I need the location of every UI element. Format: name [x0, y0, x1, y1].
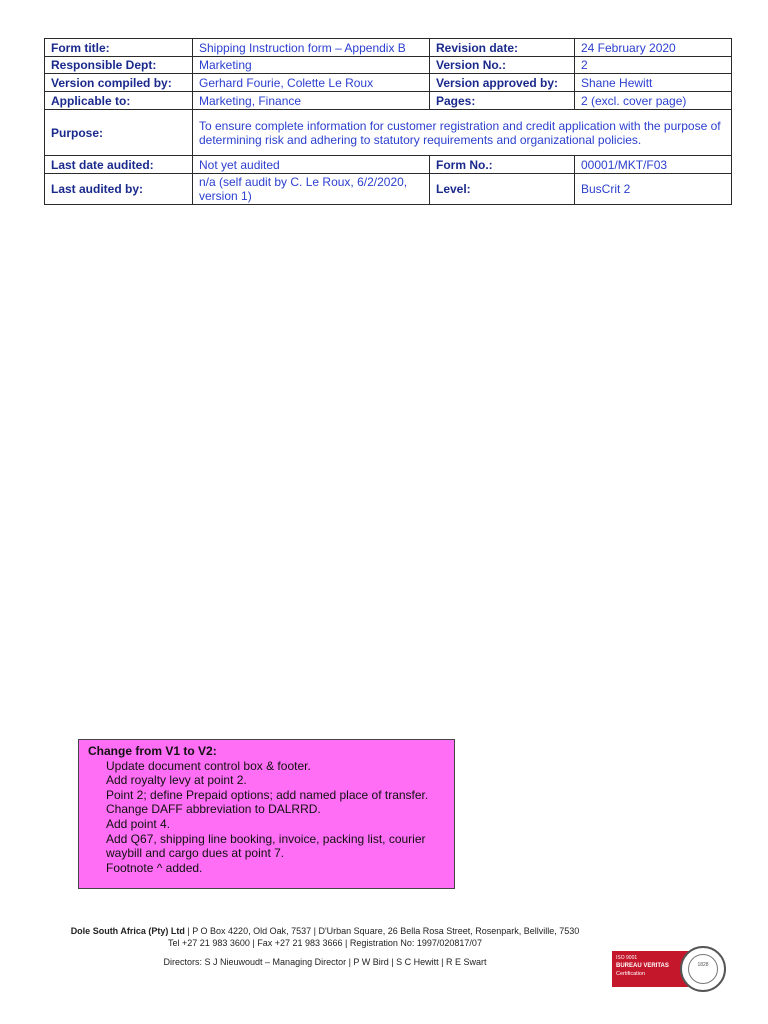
list-item: Change DAFF abbreviation to DALRRD.: [106, 802, 321, 817]
list-item: Footnote ^ added.: [106, 860, 203, 875]
version-no-value: 2: [575, 57, 732, 74]
pages-label: Pages:: [430, 92, 575, 110]
compiled-by-value: Gerhard Fourie, Colette Le Roux: [193, 74, 430, 92]
page-footer: [60, 925, 590, 968]
responsible-dept-value: Marketing: [193, 57, 430, 74]
last-audited-by-value: n/a (self audit by C. Le Roux, 6/2/2020, version 1): [193, 174, 430, 205]
revision-date-value: 24 February 2020: [575, 39, 732, 57]
list-item: Add royalty levy at point 2.: [106, 773, 247, 788]
change-log-title: Change from V1 to V2:: [88, 744, 217, 758]
seal-icon: [680, 946, 726, 992]
iso-label: ISO 9001: [616, 955, 638, 961]
company-name: Dole South Africa (Pty) Ltd: [70, 926, 185, 936]
certifier-name: BUREAU VERITAS: [616, 963, 669, 969]
list-item: Add point 4.: [106, 816, 171, 831]
list-item: Point 2; define Prepaid options; add named place of transfer.: [106, 787, 429, 802]
footer-address-line: [60, 925, 590, 937]
approved-by-label: Version approved by:: [430, 74, 575, 92]
last-date-audited-value: Not yet audited: [193, 156, 430, 174]
form-no-value: 00001/MKT/F03: [575, 156, 732, 174]
document-control-table: [44, 38, 732, 205]
last-date-audited-label: Last date audited:: [45, 156, 193, 174]
approved-by-value: Shane Hewitt: [575, 74, 732, 92]
table-row: [45, 174, 732, 205]
certification-label: Certification: [616, 971, 646, 977]
change-log-box: [78, 739, 455, 889]
level-value: BusCrit 2: [575, 174, 732, 205]
table-row: [45, 39, 732, 57]
table-row: [45, 74, 732, 92]
form-title-label: Form title:: [45, 39, 193, 57]
form-title-value: Shipping Instruction form – Appendix B: [193, 39, 430, 57]
level-label: Level:: [430, 174, 575, 205]
applicable-to-value: Marketing, Finance: [193, 92, 430, 110]
list-item: Update document control box & footer.: [106, 758, 311, 773]
compiled-by-label: Version compiled by:: [45, 74, 193, 92]
form-no-label: Form No.:: [430, 156, 575, 174]
purpose-value: To ensure complete information for customer registration and credit application with the purpose of determining risk and adhering to statutory requirements and organizational policies.: [193, 110, 732, 156]
list-item: Add Q67, shipping line booking, invoice, packing list, courier waybill and cargo dues at point 7.: [106, 831, 426, 861]
footer-directors-line: Directors: S J Nieuwoudt – Managing Director | P W Bird | S C Hewitt | R E Swart: [163, 957, 487, 967]
last-audited-by-label: Last audited by:: [45, 174, 193, 205]
applicable-to-label: Applicable to:: [45, 92, 193, 110]
table-row: [45, 92, 732, 110]
table-row: [45, 156, 732, 174]
table-row: [45, 57, 732, 74]
certification-badge: [612, 951, 690, 987]
seal-year: 1828: [697, 962, 709, 968]
footer-contact-line: Tel +27 21 983 3600 | Fax +27 21 983 3666 | Registration No: 1997/020817/07: [168, 938, 482, 948]
pages-value: 2 (excl. cover page): [575, 92, 732, 110]
purpose-label: Purpose:: [45, 110, 193, 156]
table-row: [45, 110, 732, 156]
bureau-veritas-logo: [612, 946, 726, 992]
company-address: | P O Box 4220, Old Oak, 7537 | D'Urban Square, 26 Bella Rosa Street, Rosenpark, Bellville, 7530: [184, 926, 580, 936]
responsible-dept-label: Responsible Dept:: [45, 57, 193, 74]
version-no-label: Version No.:: [430, 57, 575, 74]
revision-date-label: Revision date:: [430, 39, 575, 57]
